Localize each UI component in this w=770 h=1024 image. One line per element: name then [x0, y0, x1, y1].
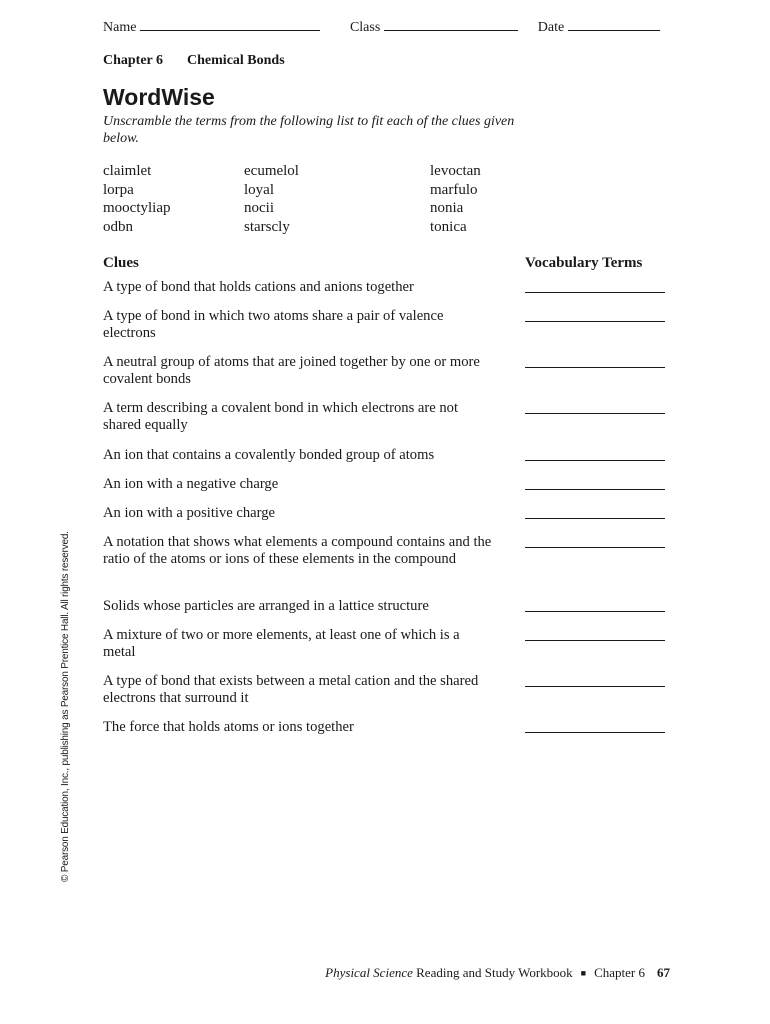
clue-text: A type of bond that exists between a metal cation and the shared electrons that surround it: [103, 673, 479, 706]
class-blank[interactable]: [384, 18, 518, 31]
word-list-column-2: [244, 162, 299, 236]
clue-text: The force that holds atoms or ions together: [103, 719, 354, 735]
clue-text: A term describing a covalent bond in which electrons are not shared equally: [103, 400, 459, 433]
date-label: Date: [537, 20, 565, 35]
bullet-icon: ■: [580, 968, 587, 978]
class-field: [350, 18, 518, 36]
scrambled-word: nocii: [244, 200, 274, 216]
name-blank[interactable]: [140, 18, 320, 31]
copyright-notice: © Pearson Education, Inc., publishing as Pearson Prentice Hall. All rights reserved.: [60, 531, 71, 882]
page-number: 67: [657, 965, 670, 980]
clue-text: An ion that contains a covalently bonded group of atoms: [103, 447, 435, 463]
clue-text: An ion with a negative charge: [103, 476, 279, 492]
clue-text: A notation that shows what elements a compound contains and the ratio of the atoms or ions of these elements in the compound: [103, 534, 492, 567]
clues-heading: Clues: [103, 255, 139, 271]
scrambled-word: lorpa: [103, 181, 134, 198]
answer-blank[interactable]: [525, 610, 665, 612]
clue-text: A type of bond that holds cations and anions together: [103, 279, 414, 295]
word-list-column-1: [103, 162, 171, 236]
date-field: [538, 18, 660, 36]
clue-text: A type of bond in which two atoms share a pair of valence electrons: [103, 308, 444, 341]
name-label: Name: [103, 20, 137, 35]
instructions: Unscramble the terms from the following list to fit each of the clues given below.: [103, 114, 515, 146]
answer-blank[interactable]: [525, 639, 665, 641]
answer-blank[interactable]: [525, 320, 665, 322]
clue-text: An ion with a positive charge: [103, 505, 275, 521]
answer-blank[interactable]: [525, 488, 665, 490]
chapter-number: Chapter 6: [103, 53, 164, 68]
footer-chapter: Chapter 6: [594, 965, 645, 980]
scrambled-word: loyal: [244, 181, 274, 198]
answer-blank[interactable]: [525, 412, 665, 414]
scrambled-word: mooctyliap: [103, 200, 171, 216]
section-title: WordWise: [103, 84, 215, 110]
answer-blank[interactable]: [525, 366, 665, 368]
word-list-column-3: [430, 162, 481, 236]
answer-blank[interactable]: [525, 731, 665, 733]
answer-blank[interactable]: [525, 685, 665, 687]
answer-blank[interactable]: [525, 459, 665, 461]
scrambled-word: starscly: [244, 218, 290, 235]
clue-text: A neutral group of atoms that are joined together by one or more covalent bonds: [103, 354, 480, 387]
scrambled-word: nonia: [430, 200, 464, 216]
chapter-heading: [103, 53, 285, 69]
answer-blank[interactable]: [525, 291, 665, 293]
scrambled-word: marfulo: [430, 181, 478, 198]
answer-blank[interactable]: [525, 546, 665, 548]
scrambled-word: ecumelol: [244, 163, 299, 179]
scrambled-word: levoctan: [430, 163, 481, 179]
clue-text: A mixture of two or more elements, at least one of which is a metal: [103, 627, 460, 660]
page-footer: [325, 965, 670, 981]
scrambled-word: claimlet: [103, 163, 152, 179]
date-blank[interactable]: [568, 18, 660, 31]
scrambled-word: tonica: [430, 218, 467, 235]
book-title: Physical Science: [325, 965, 413, 980]
clue-text: Solids whose particles are arranged in a lattice structure: [103, 598, 429, 614]
answer-blank[interactable]: [525, 517, 665, 519]
header-fields: [103, 18, 660, 36]
scrambled-word: odbn: [103, 218, 133, 235]
name-field: [103, 18, 320, 36]
class-label: Class: [349, 20, 381, 35]
vocabulary-terms-heading: Vocabulary Terms: [525, 255, 643, 271]
chapter-title: Chemical Bonds: [187, 53, 285, 68]
book-subtitle: Reading and Study Workbook: [416, 965, 573, 980]
